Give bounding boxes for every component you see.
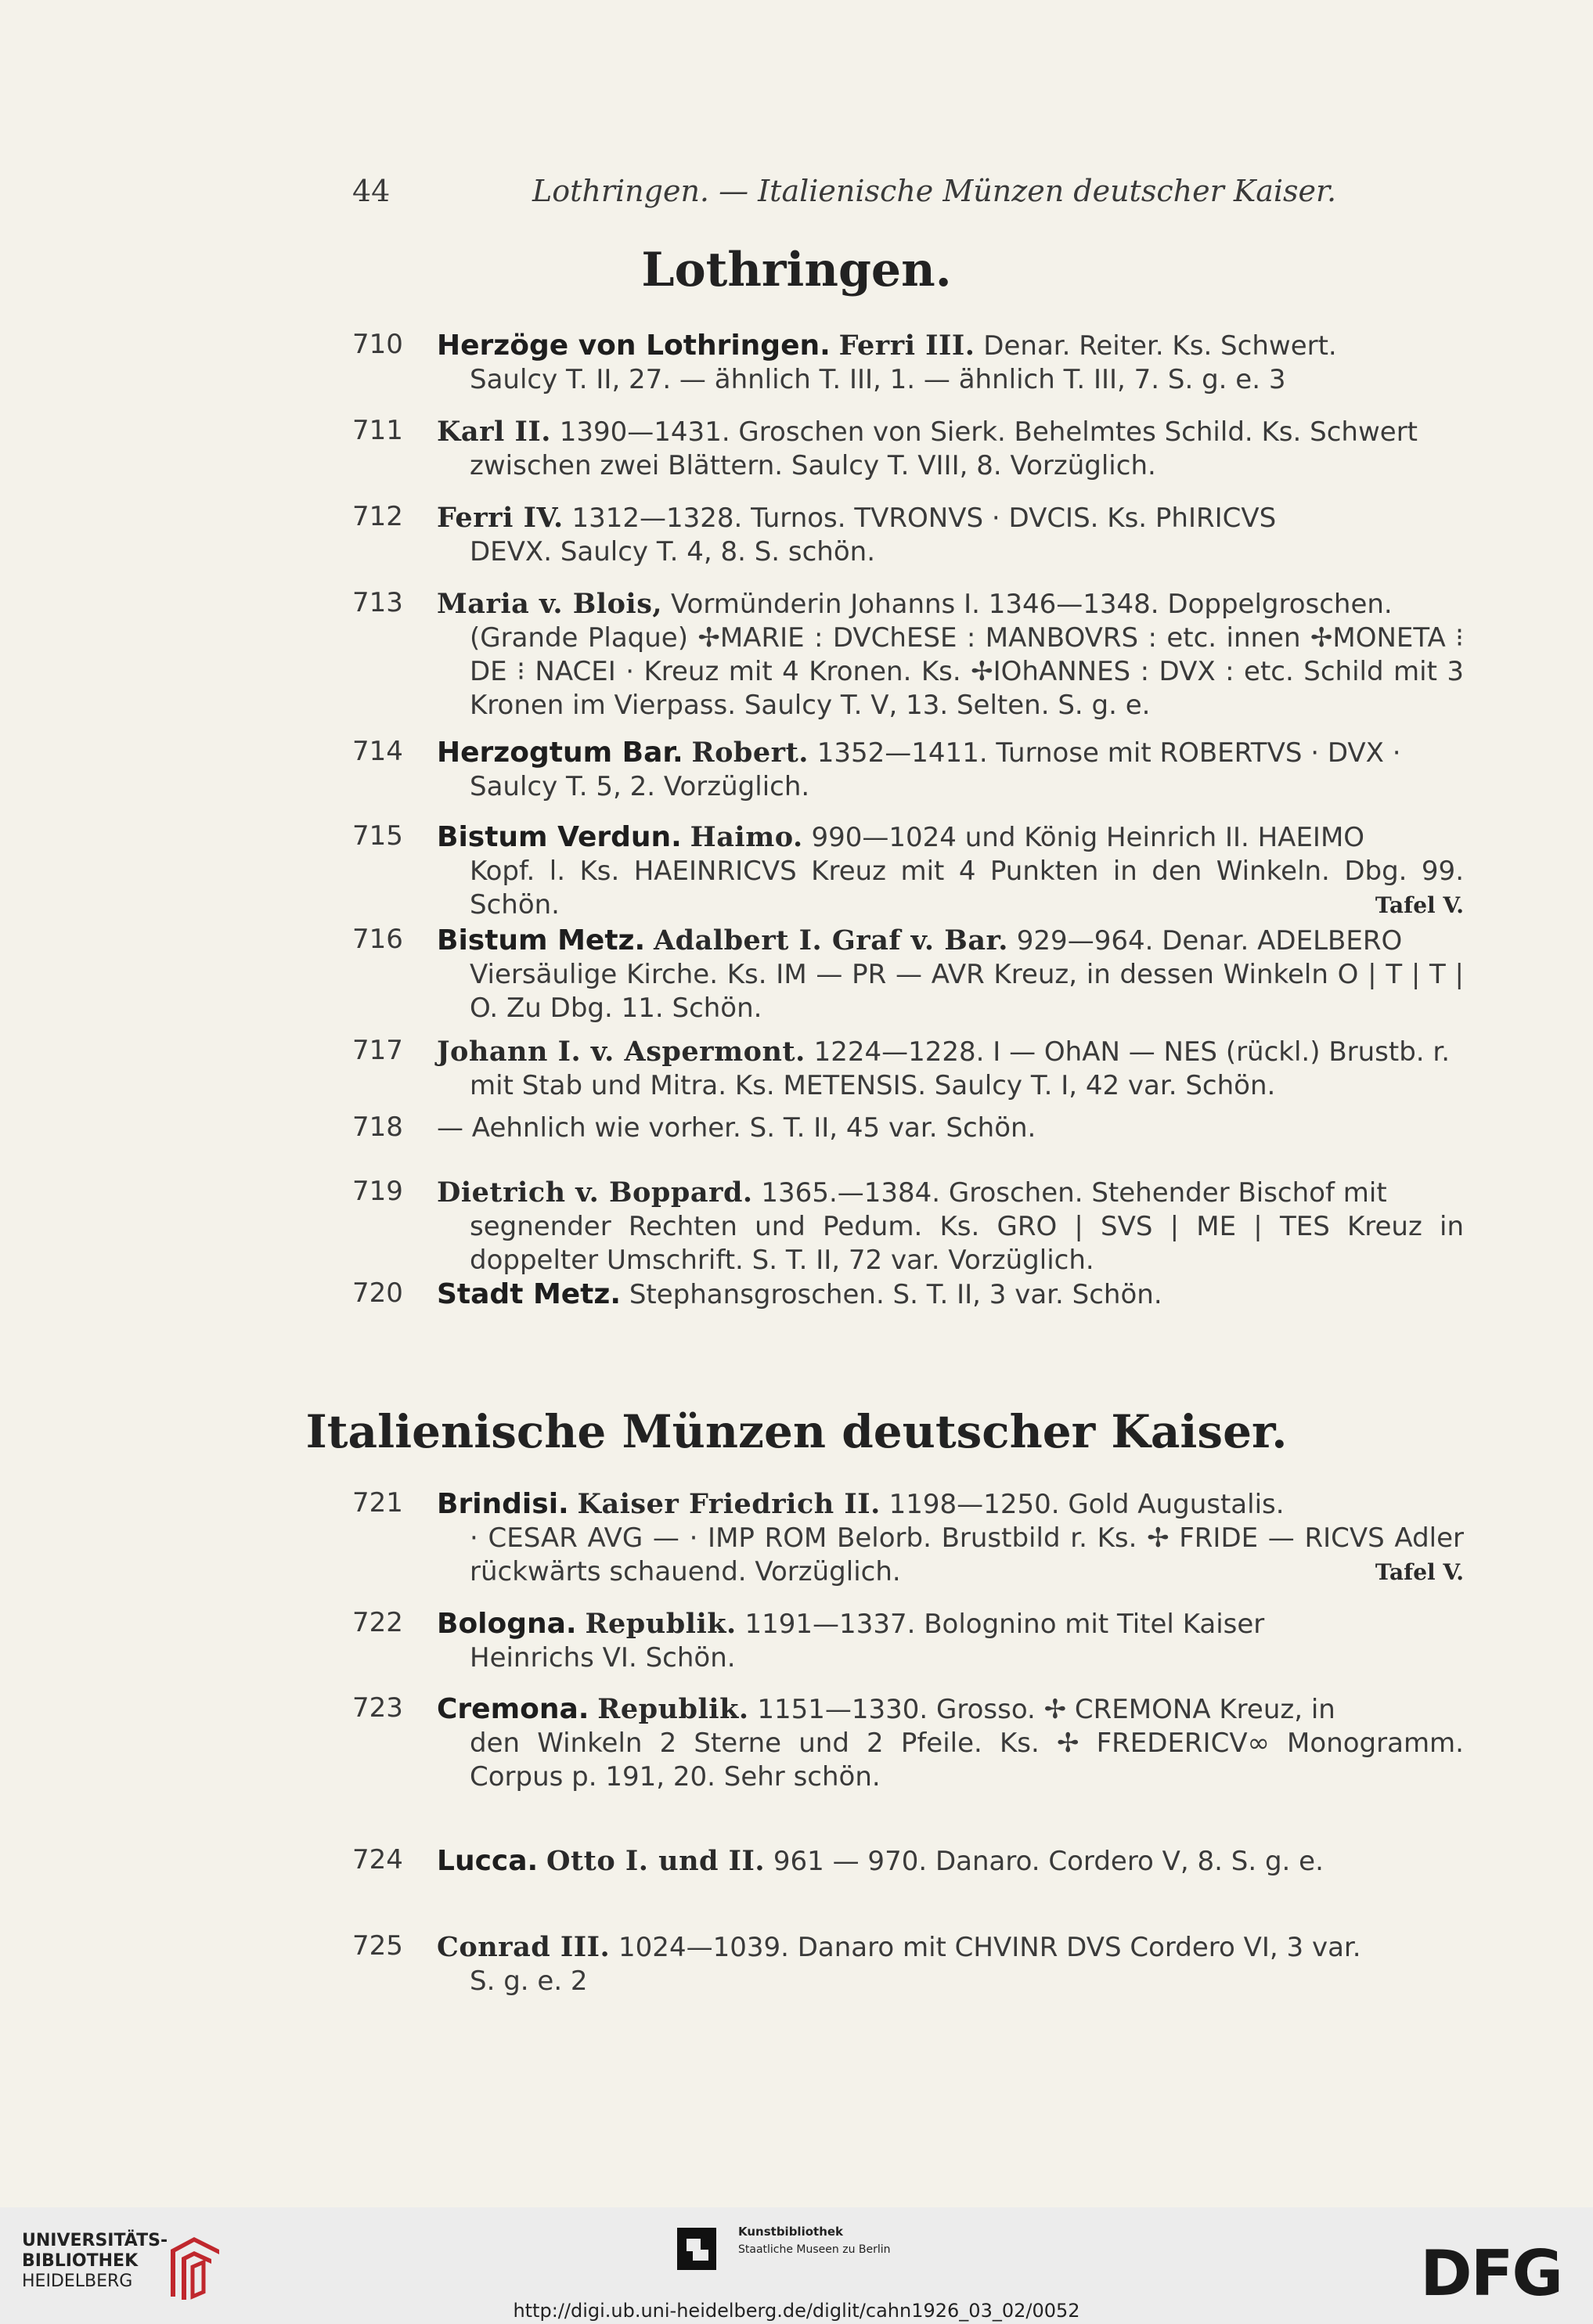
entry-heading: Cremona.	[437, 1693, 589, 1725]
catalog-entry	[352, 1844, 1464, 1879]
entry-heading: Stadt Metz.	[437, 1278, 622, 1310]
entry-number: 713	[352, 587, 403, 618]
entry-continuation: Heinrichs VI. Schön.	[470, 1642, 736, 1674]
catalog-entry	[352, 1487, 1464, 1589]
entry-heading: Lucca.	[437, 1845, 539, 1877]
entry-text: 1198—1250. Gold Augustalis.	[888, 1489, 1285, 1520]
entry-text: 1352—1411. Turnose mit ROBERTVS · DVX ·	[816, 737, 1401, 769]
entry-heading: Bistum Metz.	[437, 924, 646, 957]
catalog-entry	[352, 1277, 1464, 1312]
catalog-entry	[352, 820, 1464, 922]
section-title-lothringen: Lothringen.	[641, 243, 952, 297]
catalog-entry	[352, 1930, 1464, 1998]
entry-heading: Herzöge von Lothringen.	[437, 330, 831, 362]
entry-number: 719	[352, 1176, 403, 1207]
entry-ruler: Republik.	[585, 1608, 737, 1640]
catalog-entry	[352, 736, 1464, 804]
entry-number: 716	[352, 924, 403, 955]
kunstbibliothek-logo[interactable]	[677, 2223, 935, 2278]
entry-text: 1224—1228. I — OhAN — NES (rückl.) Brustb. r.	[813, 1036, 1451, 1068]
running-head	[352, 174, 1464, 221]
entry-continuation: DEVX. Saulcy T. 4, 8. S. schön.	[470, 536, 876, 567]
entry-continuation: Saulcy T. II, 27. — ähnlich T. III, 1. — ähnlich T. III, 7. S. g. e. 3	[470, 364, 1286, 395]
entry-ruler: Adalbert I. Graf v. Bar.	[653, 924, 1008, 957]
entry-number: 725	[352, 1930, 403, 1962]
entry-text: 961 — 970. Danaro. Cordero V, 8. S. g. e.	[773, 1846, 1324, 1877]
entry-continuation: mit Stab und Mitra. Ks. METENSIS. Saulcy T. I, 42 var. Schön.	[470, 1070, 1276, 1101]
entry-continuation: den Winkeln 2 Sterne und 2 Pfeile. Ks. ✢ FREDERICV∞ Monogramm. Corpus p. 191, 20. Sehr schön.	[470, 1728, 1464, 1793]
catalog-entry	[352, 1692, 1464, 1794]
entry-number: 721	[352, 1487, 403, 1519]
entry-text: Denar. Reiter. Ks. Schwert.	[983, 330, 1337, 362]
entry-number: 724	[352, 1844, 403, 1875]
catalog-entry	[352, 1112, 1464, 1145]
entry-text: 929—964. Denar. ADELBERO	[1016, 925, 1403, 957]
entry-ruler: Republik.	[597, 1693, 749, 1725]
entry-ruler: Karl II.	[437, 416, 551, 448]
entry-number: 720	[352, 1277, 403, 1309]
entry-continuation: Viersäulige Kirche. Ks. IM — PR — AVR Kreuz, in dessen Winkeln O | T | T | O. Zu Dbg. 11. Schön.	[470, 959, 1464, 1024]
catalog-entry	[352, 587, 1464, 722]
catalog-entry	[352, 1176, 1464, 1277]
entry-number: 723	[352, 1692, 403, 1724]
footer-bar	[0, 2207, 1593, 2324]
page-number: 44	[352, 174, 391, 208]
ub-line3: HEIDELBERG	[22, 2272, 133, 2291]
dfg-logo[interactable]: DFG	[1420, 2237, 1562, 2310]
entry-continuation: Saulcy T. 5, 2. Vorzüglich.	[470, 771, 810, 802]
plate-reference: Tafel V.	[1375, 892, 1464, 918]
catalog-entry	[352, 924, 1464, 1025]
entry-text: 990—1024 und König Heinrich II. HAEIMO	[811, 822, 1365, 853]
kb-line2: Staatliche Museen zu Berlin	[738, 2243, 891, 2256]
entry-text: 1312—1328. Turnos. TVRONVS · DVCIS. Ks. PhIRICVS	[571, 503, 1277, 534]
entry-heading: Bologna.	[437, 1608, 577, 1640]
entry-number: 712	[352, 501, 403, 532]
entry-ruler: Robert.	[691, 737, 809, 769]
ub-line1: UNIVERSITÄTS-	[22, 2231, 168, 2250]
entry-ruler: Haimo.	[690, 821, 803, 853]
entry-text: — Aehnlich wie vorher. S. T. II, 45 var. Schön.	[437, 1112, 1036, 1144]
entry-continuation: segnender Rechten und Pedum. Ks. GRO | SVS | ME | TES Kreuz in doppelter Umschrift. S. T. II, 72 var. Vorzüglich.	[470, 1211, 1464, 1276]
entry-ruler: Conrad III.	[437, 1931, 611, 1963]
catalog-entry	[352, 1035, 1464, 1103]
entry-text: Vormünderin Johanns I. 1346—1348. Doppelgroschen.	[670, 589, 1393, 620]
entry-text: 1191—1337. Bolognino mit Titel Kaiser	[744, 1609, 1265, 1640]
ub-line2: BIBLIOTHEK	[22, 2251, 139, 2271]
entry-ruler: Ferri IV.	[437, 502, 564, 534]
entry-text: Stephansgroschen. S. T. II, 3 var. Schön.	[629, 1279, 1162, 1310]
entry-number: 714	[352, 736, 403, 767]
entry-ruler: Johann I. v. Aspermont.	[437, 1036, 806, 1068]
entry-ruler: Maria v. Blois,	[437, 588, 663, 620]
entry-text: 1365.—1384. Groschen. Stehender Bischof mit	[761, 1177, 1387, 1209]
entry-heading: Brindisi.	[437, 1488, 569, 1520]
entry-text: 1390—1431. Groschen von Sierk. Behelmtes Schild. Ks. Schwert	[559, 416, 1418, 448]
entry-text: 1024—1039. Danaro mit CHVINR DVS Cordero VI, 3 var.	[618, 1932, 1361, 1963]
entry-ruler: Kaiser Friedrich II.	[577, 1488, 881, 1520]
ub-emblem-icon	[163, 2234, 224, 2301]
entry-number: 717	[352, 1035, 403, 1066]
section-title-italienische: Italienische Münzen deutscher Kaiser.	[305, 1405, 1288, 1458]
kb-line1: Kunstbibliothek	[738, 2225, 844, 2239]
entry-ruler: Ferri III.	[838, 330, 975, 362]
entry-number: 711	[352, 415, 403, 446]
entry-continuation: · CESAR AVG — · IMP ROM Belorb. Brustbild r. Ks. ✢ FRIDE — RICVS Adler rückwärts schauend. Vorzüglich.	[470, 1522, 1464, 1587]
catalog-entry	[352, 501, 1464, 569]
source-url-link[interactable]: http://digi.ub.uni-heidelberg.de/diglit/cahn1926_03_02/0052	[513, 2300, 1080, 2322]
entry-continuation: S. g. e. 2	[470, 1965, 588, 1997]
entry-continuation: Kopf. l. Ks. HAEINRICVS Kreuz mit 4 Punkten in den Winkeln. Dbg. 99. Schön.	[470, 856, 1464, 921]
catalog-entry	[352, 1607, 1464, 1675]
entry-number: 722	[352, 1607, 403, 1638]
ub-heidelberg-logo[interactable]	[22, 2231, 225, 2309]
running-title: Lothringen. — Italienische Münzen deutscher Kaiser.	[532, 174, 1337, 208]
entry-continuation: zwischen zwei Blättern. Saulcy T. VIII, 8. Vorzüglich.	[470, 450, 1156, 481]
entry-ruler: Dietrich v. Boppard.	[437, 1176, 753, 1209]
entry-number: 718	[352, 1112, 403, 1143]
catalog-entry	[352, 329, 1464, 397]
kunstbibliothek-emblem-icon	[677, 2228, 716, 2270]
plate-reference: Tafel V.	[1375, 1559, 1464, 1585]
entry-ruler: Otto I. und II.	[546, 1845, 766, 1877]
entry-continuation: (Grande Plaque) ✢MARIE : DVChESE : MANBOVRS : etc. innen ✢MONETA ⁝ DE ⁝ NACEI · Kreuz mit 4 Kronen. Ks. ✢IOhANNES : DVX : etc. Schild mit 3 Kronen im Vierpass. Saulcy T. V, 13. Selten. S. g. e.	[470, 622, 1464, 721]
entry-heading: Bistum Verdun.	[437, 821, 682, 853]
entry-text: 1151—1330. Grosso. ✢ CREMONA Kreuz, in	[757, 1694, 1335, 1725]
entry-heading: Herzogtum Bar.	[437, 737, 683, 769]
entry-number: 710	[352, 329, 403, 360]
entry-number: 715	[352, 820, 403, 852]
catalog-entry	[352, 415, 1464, 483]
